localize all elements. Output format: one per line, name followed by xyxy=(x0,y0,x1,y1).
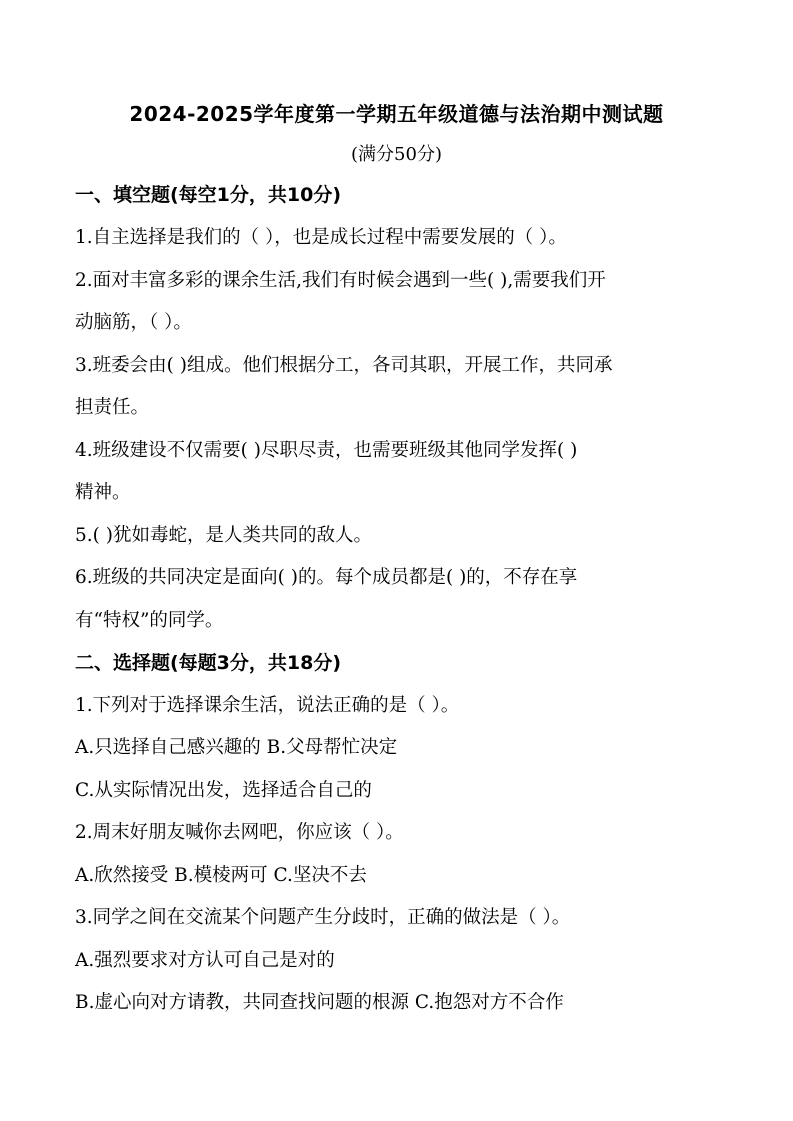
question-line: 5.( )犹如毒蛇，是人类共同的敌人。 xyxy=(75,525,372,546)
option-line: C.从实际情况出发，选择适合自己的 xyxy=(75,780,372,801)
question-line: 担责任。 xyxy=(75,397,150,418)
section-2-heading: 二、选择题(每题3分，共18分) xyxy=(75,652,342,674)
question-line: 1.下列对于选择课余生活，说法正确的是（ ）。 xyxy=(75,695,460,716)
question-line: 2.面对丰富多彩的课余生活,我们有时候会遇到一些( ),需要我们开 xyxy=(75,270,606,291)
question-line: 6.班级的共同决定是面向( )的。每个成员都是( )的，不存在享 xyxy=(75,567,578,588)
question-line: 动脑筋，（ ）。 xyxy=(75,312,192,333)
question-line: 3.班委会由( )组成。他们根据分工，各司其职，开展工作，共同承 xyxy=(75,355,613,376)
question-line: 3.同学之间在交流某个问题产生分歧时，正确的做法是（ ）。 xyxy=(75,907,571,928)
question-line: 1.自主选择是我们的（ ），也是成长过程中需要发展的（ ）。 xyxy=(75,227,567,248)
section-1-heading: 一、填空题(每空1分，共10分) xyxy=(75,184,342,206)
question-line: 有“特权”的同学。 xyxy=(75,610,224,631)
exam-title: 2024-2025学年度第一学期五年级道德与法治期中测试题 xyxy=(129,102,664,126)
option-line: B.虚心向对方请教，共同查找问题的根源 C.抱怨对方不合作 xyxy=(75,992,564,1013)
question-line: 2.周末好朋友喊你去网吧，你应该（ ）。 xyxy=(75,822,404,843)
exam-subtitle: (满分50分) xyxy=(351,144,442,165)
question-line: 精神。 xyxy=(75,482,131,503)
option-line: A.只选择自己感兴趣的 B.父母帮忙决定 xyxy=(75,737,398,758)
option-line: A.强烈要求对方认可自己是对的 xyxy=(75,950,335,971)
option-line: A.欣然接受 B.模棱两可 C.坚决不去 xyxy=(75,865,367,886)
question-line: 4.班级建设不仅需要( )尽职尽责，也需要班级其他同学发挥( ) xyxy=(75,440,578,461)
